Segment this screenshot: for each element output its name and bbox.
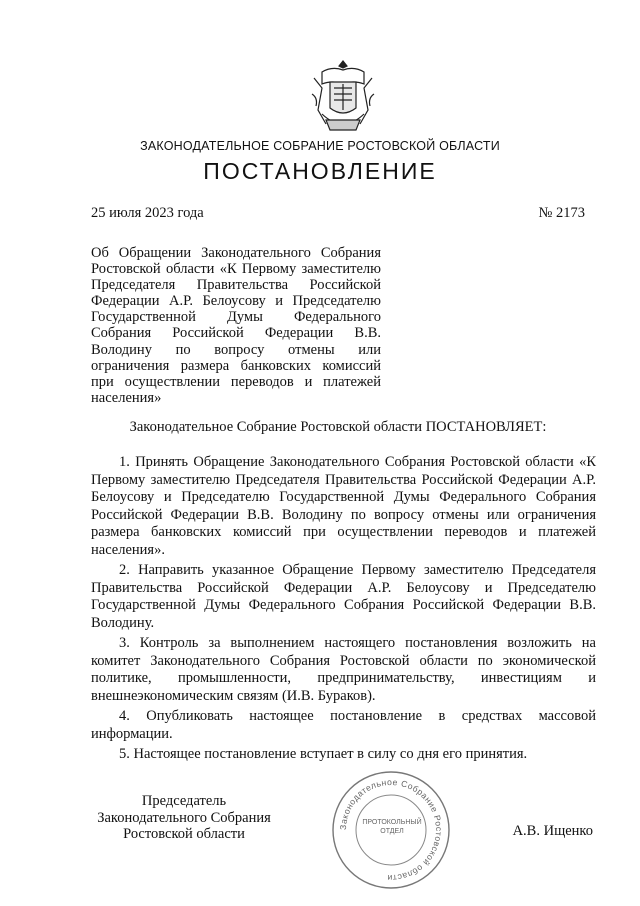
resolution-item: 1. Принять Обращение Законодательного Собрания Ростовской области «К Первому заместителю Председателя Правительства Российской Федерации А.Р. Белоусову и Председателю Государственной Думы Федерального Собрания Российской Федерации В.В. Володину по вопросу отмены или ограничения размера банковских комиссий при осуществлении переводов и платежей населения». xyxy=(91,454,596,558)
signer-name: А.В. Ищенко xyxy=(512,823,593,839)
signer-role-line: Ростовской области xyxy=(123,826,245,842)
signer-role-line: Законодательного Собрания xyxy=(97,809,271,826)
organization-name: ЗАКОНОДАТЕЛЬНОЕ СОБРАНИЕ РОСТОВСКОЙ ОБЛАСТИ xyxy=(140,139,500,153)
stamp-center-line: ПРОТОКОЛЬНЫЙ xyxy=(362,819,422,826)
resolution-item: 2. Направить указанное Обращение Первому заместителю Председателя Правительства Российской Федерации А.Р. Белоусову и Председателю Государственной Думы Федерального Собрания Российской Федерации В.В. Володину. xyxy=(91,562,596,631)
resolution-items xyxy=(91,454,596,767)
resolution-item: 5. Настоящее постановление вступает в силу со дня его принятия. xyxy=(119,746,528,762)
document-subject: Об Обращении Законодательного Собрания Ростовской области «К Первому заместителю Председателя Правительства Российской Федерации А.Р. Белоусову и Председателю Государственной Думы Федерального Собрания Российской Федерации В.В. Володину по вопросу отмены или ограничения размера банковских комиссий при осуществлении переводов и платежей населения» xyxy=(91,245,381,406)
stamp-ring-text: Законодательное Собрание Ростовской области xyxy=(337,776,445,884)
document-date: 25 июля 2023 года xyxy=(91,205,204,221)
resolution-item: 4. Опубликовать настоящее постановление в средствах массовой информации. xyxy=(91,708,596,742)
document-number: № 2173 xyxy=(538,205,585,221)
stamp-center-text xyxy=(352,818,432,836)
coat-of-arms-emblem xyxy=(308,58,378,134)
signer-role xyxy=(89,793,279,843)
resolution-item: 3. Контроль за выполнением настоящего постановления возложить на комитет Законодательного Собрания Ростовской области по экономической политике, промышленности, предпринимательству, инвестициям и внешнеэкономическим связям (И.В. Бураков). xyxy=(91,635,596,704)
document-type-title: ПОСТАНОВЛЕНИЕ xyxy=(203,158,437,184)
signer-role-line: Председатель xyxy=(141,793,227,809)
preamble: Законодательное Собрание Ростовской области ПОСТАНОВЛЯЕТ: xyxy=(129,419,547,435)
stamp-center-line: ОТДЕЛ xyxy=(380,828,404,835)
